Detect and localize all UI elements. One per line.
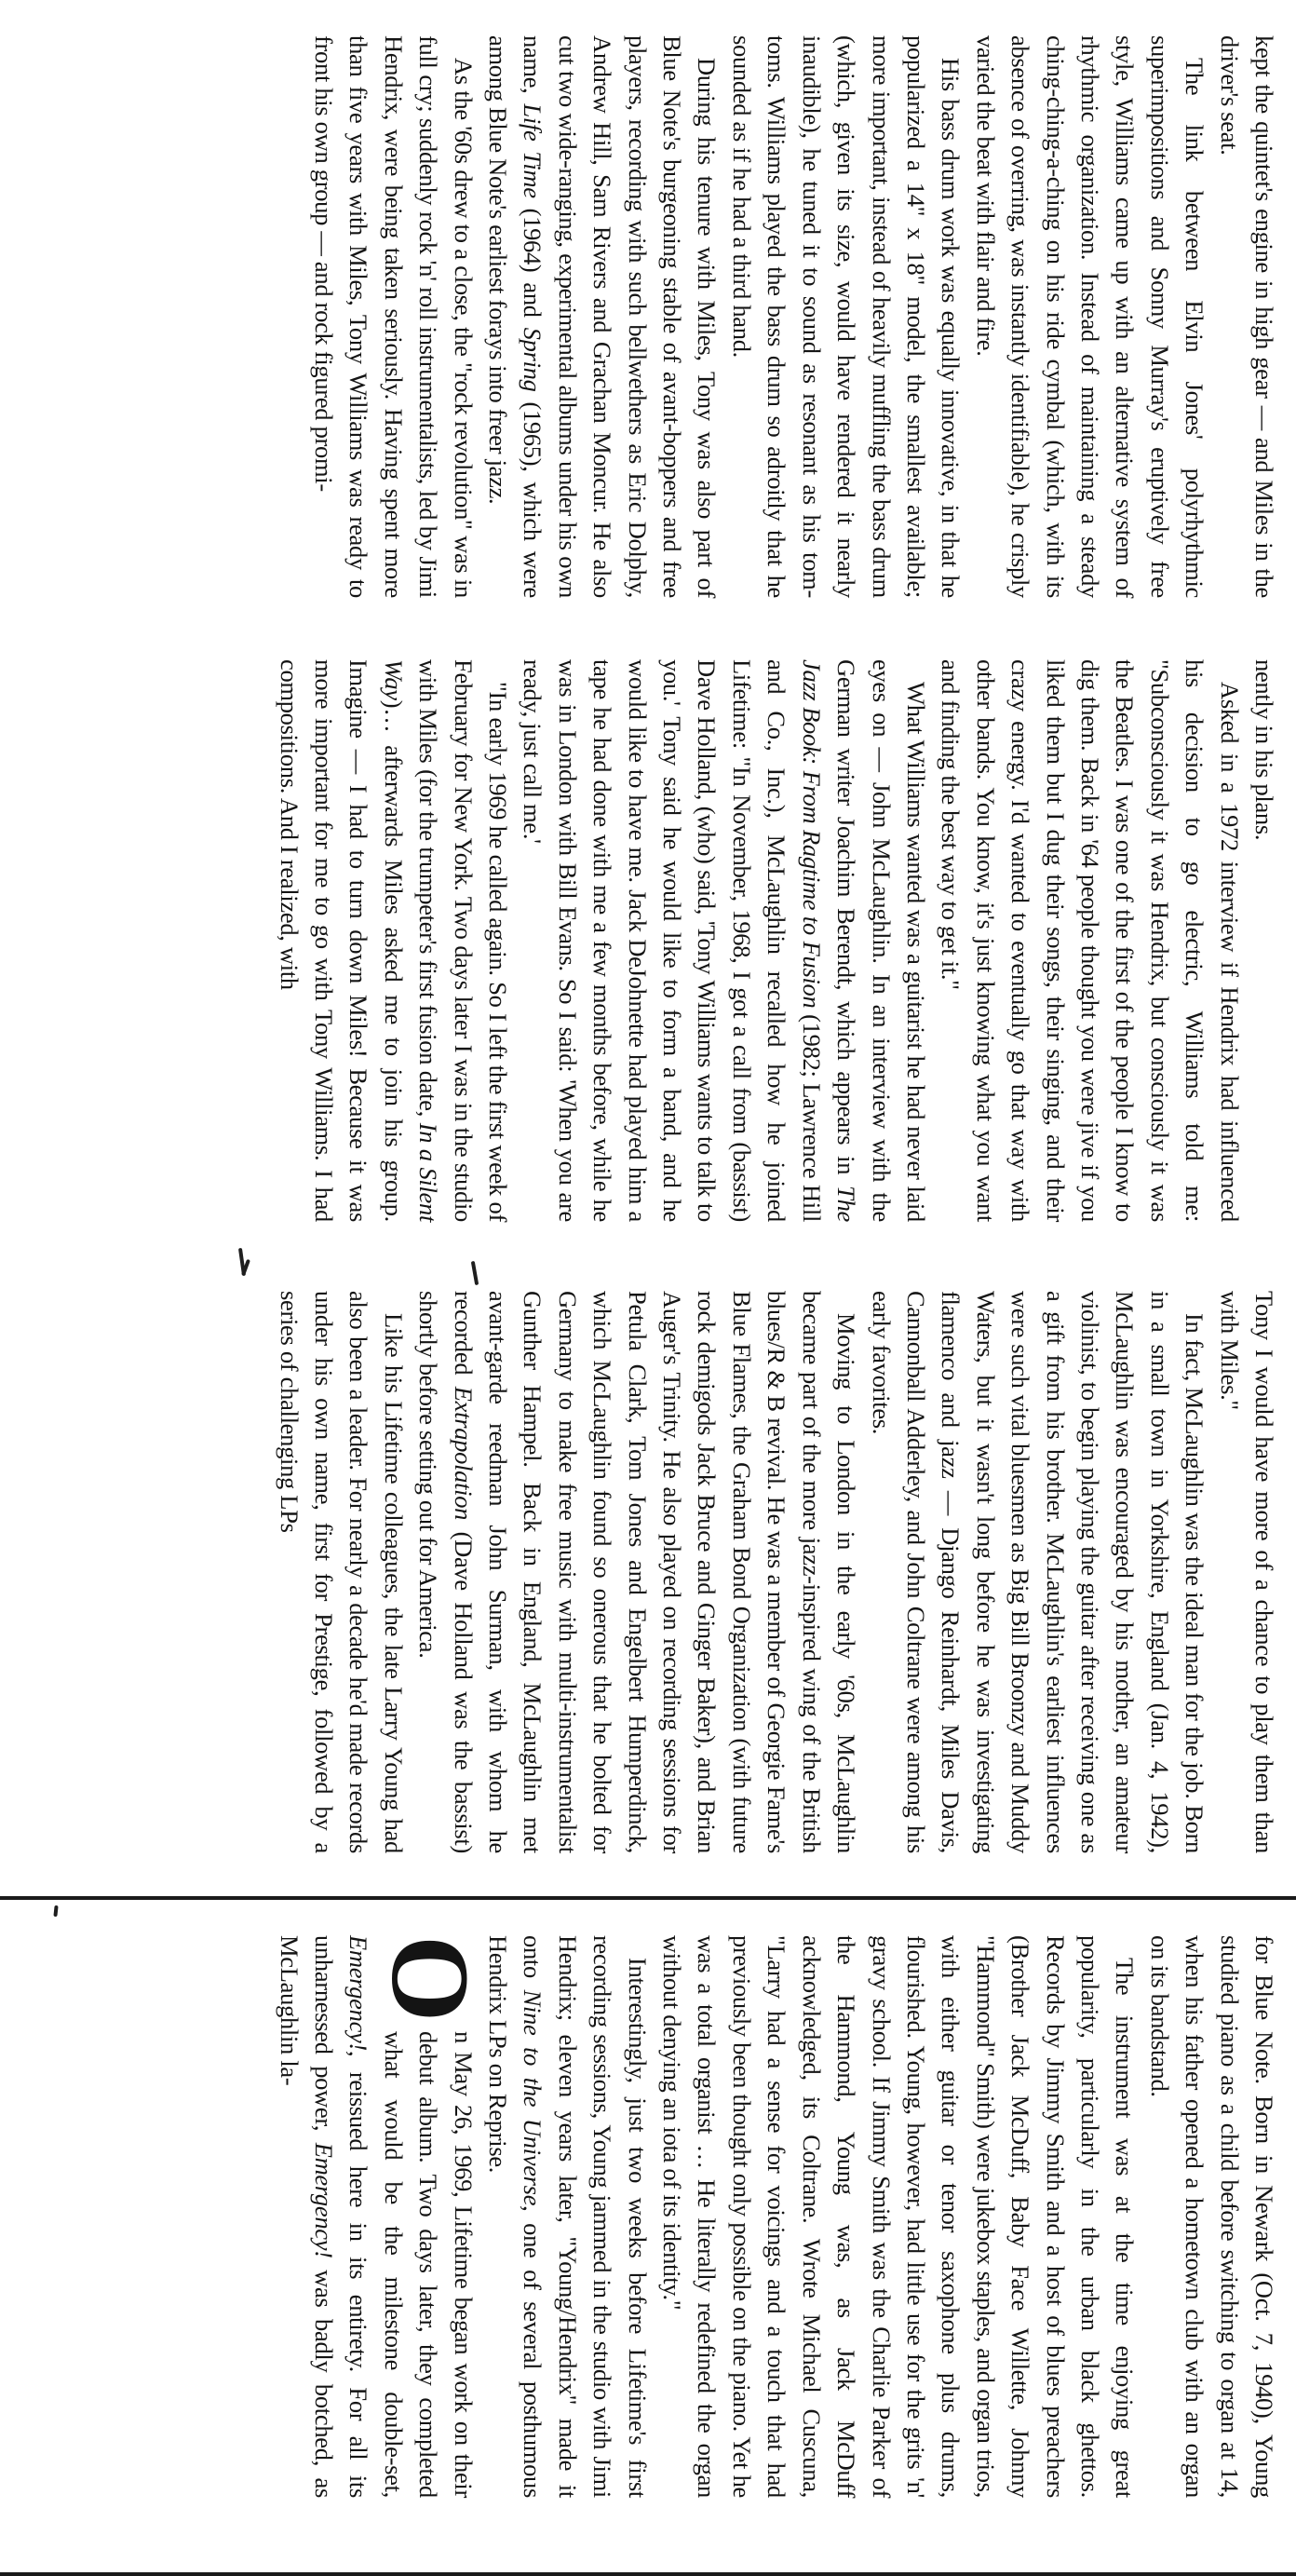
paragraph: In fact, McLaughlin was the ideal man for the job. Born in a small town in Yorkshire, England (Jan. 4, 1942), McLaughlin was encouraged by his mother, an amateur violinist, to begin playing the guitar after receiving one as a gift from his brother. McLaughlin's earliest influences were such vital bluesmen as Big Bill Broonzy and Muddy Waters, but it wasn't long before he was investigating flamenco and jazz — Django Reinhardt, Miles Davis, Cannonball Adderley, and John Coltrane were among his early favorites. — [867, 1291, 1209, 1853]
paragraph: His bass drum work was equally innovative, in that he popularized a 14" x 18" model, the smallest available; more important, instead of heavily muffling the bass drum (which, given its size, would have rendered it nearly inaudible), he tuned it to sound as resonant as his tom-toms. Williams played the bass drum so adroitly that he sounded as if he had a third hand. — [727, 35, 965, 598]
paragraph: What Williams wanted was a guitarist he had never laid eyes on — John McLaughlin. In an interview with the German writer Joachim Berendt, which appears in The Jazz Book: From Ragtime to Fusion (1982; Lawrence Hill and Co., Inc.), McLaughlin recalled how he joined Lifetime: "In November, 1968, I got a call from (bassist) Dave Holland, (who) said, 'Tony Williams wants to talk to you.' Tony said he would like to form a band, and he would like to have me. Jack DeJohnette had played him a tape he had done with me a few months before, while he was in London with Bill Evans. So I said: 'When you are ready, just call me.' — [519, 659, 930, 1223]
paragraph: During his tenure with Miles, Tony was also part of Blue Note's burgeoning stable of avant-boppers and free players, recording with such bellwethers as Eric Dolphy, Andrew Hill, Sam Rivers and Grachan Moncur. He also cut two wide-ranging, experimental albums under his own name, Life Time (1964) and Spring (1965), which were among Blue Note's earliest forays into freer jazz. — [484, 35, 722, 598]
column-divider-rule — [0, 1896, 1296, 1900]
article-column-1 — [0, 19, 1296, 615]
drop-cap-letter: O — [368, 1935, 493, 2023]
paragraph: Tony I would have more of a chance to play them than with Miles." — [1215, 1291, 1278, 1853]
paragraph: "In early 1969 he called again. So I left the first week of February for New York. Two days later I was in the studio with Miles (for the trumpeter's first fusion date, In a Silent Way)… afterwards Miles asked me to join his group. Imagine — I had to turn down Miles! Because it was more important for me to go with Tony Williams. I had compositions. And I realized, with — [275, 659, 513, 1223]
article-column-4 — [0, 1918, 1296, 2515]
paragraph: As the '60s drew to a close, the "rock revolution" was in full cry; suddenly rock 'n' roll instrumentalists, led by Jimi Hendrix, were being taken seriously. Having spent more than five years with Miles, Tony Williams was ready to front his own group — and rock figured promi- — [310, 35, 478, 598]
paragraph: kept the quintet's engine in high gear — and Miles in the driver's seat. — [1215, 35, 1278, 598]
article-column-2 — [0, 643, 1296, 1239]
paragraph: The link between Elvin Jones' polyrhythmic superimpositions and Sonny Murray's eruptively free style, Williams came up with an alternative system of rhythmic organization. Instead of maintaining a steady ching-ching-a-ching on his ride cymbal (which, with its absence of overring, was instantly identifiable), he crisply varied the beat with flair and fire. — [971, 35, 1209, 598]
paragraph: Interestingly, just two weeks before Lifetime's first recording sessions, Young jammed in the studio with Jimi Hendrix; eleven years later, "Young/Hendrix" made it onto Nine to the Universe, one of several posthumous Hendrix LPs on Reprise. — [484, 1935, 652, 2498]
paragraph: Asked in a 1972 interview if Hendrix had influenced his decision to go electric, Williams told me: "Subconsciously it was Hendrix, but consciously it was the Beatles. I was one of the first of the people I know to dig them. Back in '64 people thought you were jive if you liked them but I dug their songs, their singing, and their crazy energy. I'd wanted to eventually go that way with other bands. You know, it's just knowing what you want and finding the best way to get it." — [937, 659, 1244, 1222]
paragraph-with-drop-cap: O n May 26, 1969, Lifetime began work on their debut album. Two days later, they completed what would be the milestone double-set, Emergency!, reissued here in its entirety. For all its unharnessed power, Emergency! was badly botched, as McLaughlin la- — [275, 1935, 493, 2499]
paragraph: for Blue Note. Born in Newark (Oct. 7, 1940), Young studied piano as a child before switching to organ at 14, when his father opened a hometown club with an organ on its bandstand. — [1145, 1935, 1278, 2498]
paragraph: Moving to London in the early '60s, McLaughlin became part of the more jazz-inspired wing of the British blues/R & B revival. He was a member of Georgie Fame's Blue Flames, the Graham Bond Organization (with future rock demigods Jack Bruce and Ginger Baker), and Brian Auger's Trinity. He also played on recording sessions for Petula Clark, Tom Jones and Engelbert Humperdinck, which McLaughlin found so onerous that he bolted for Germany to make free music with multi-instrumentalist Gunther Hampel. Back in England, McLaughlin met avant-garde reedman John Surman, with whom he recorded Extrapolation (Dave Holland was the bassist) shortly before setting out for America. — [414, 1291, 861, 1853]
paragraph: The instrument was at the time enjoying great popularity, particularly in the urban black ghettos. Records by Jimmy Smith and a host of blues preachers (Brother Jack McDuff, Baby Face Willette, Johnny "Hammond" Smith) were jukebox staples, and organ trios, with either guitar or tenor saxophone plus drums, flourished. Young, however, had little use for the grits 'n' gravy school. If Jimmy Smith was the Charlie Parker of the Hammond, Young was, as Jack McDuff acknowledged, its Coltrane. Wrote Michael Cuscuna, "Larry had a sense for voicings and a touch that had previously been thought only possible on the piano. Yet he was a total organist … He literally redefined the organ without denying an iota of its identity." — [658, 1935, 1140, 2498]
article-column-3 — [0, 1274, 1296, 1870]
page-edge-rule — [0, 2572, 1296, 2576]
paragraph: Like his Lifetime colleagues, the late Larry Young had also been a leader. For nearly a decade he'd made records under his own name, first for Prestige, followed by a series of challenging LPs — [275, 1291, 408, 1853]
paragraph: nently in his plans. — [1250, 659, 1278, 841]
scan-mark — [53, 1905, 58, 1917]
